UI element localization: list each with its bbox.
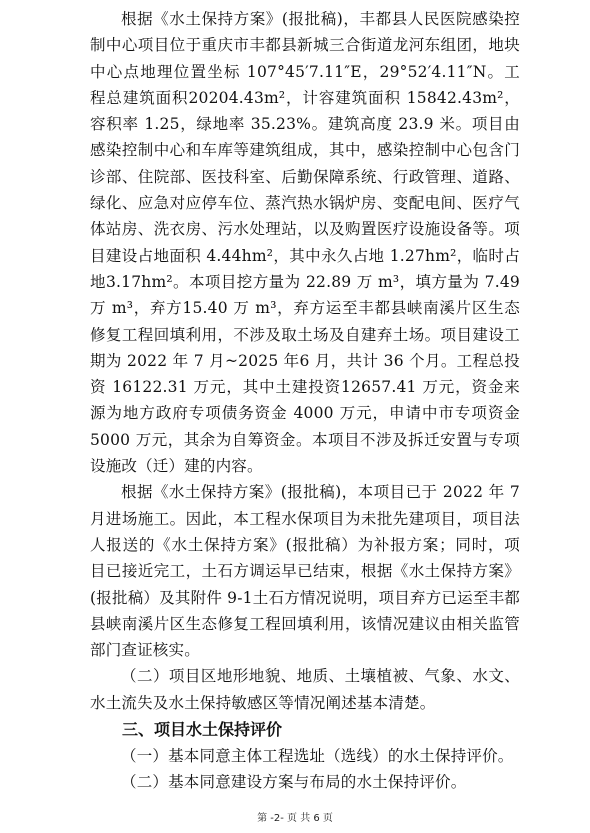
site-conditions-paragraph: （二）项目区地形地貌、地质、土壤植被、气象、水文、水土流失及水土保持敏感区等情况阐述基本清楚。	[90, 667, 520, 712]
section-heading: 三、项目水土保持评价	[122, 720, 283, 740]
page-footer: 第 -2- 页 共 6 页	[257, 813, 333, 824]
evaluation-item: （二）基本同意建设方案与布局的水土保持评价。	[121, 773, 467, 792]
project-overview-paragraph: 根据《水土保持方案》(报批稿)，丰都县人民医院感染控制中心项目位于重庆市丰都县新城三合街道龙河东组团，地块中心点地理位置坐标 107°45′7.11″E，29°52′4.11″N。工程总建筑面积20204.43m²，计容建筑面积 15842.43m²，容积率 1.25，绿地率 35.23%。建筑高度 23.9 米。项目由感染控制中心和车库等建筑组成，其中，感染控制中心包含门诊部、住院部、医技科室、后勤保障系统、行政管理、道路、绿化、应急对应停车位、蒸汽热水锅炉房、变配电间、医疗气体站房、洗衣房、污水处理站，以及购置医疗设施设备等。项目建设占地面积 4.44hm²，其中永久占地 1.27hm²，临时占地3.17hm²。本项目挖方量为 22.89 万 m³，填方量为 7.49 万 m³，弃方15.40 万 m³，弃方运至丰都县峡南溪片区生态修复工程回填利用，不涉及取土场及自建弃土场。项目建设工期为 2022 年 7 月~2025 年6 月，共计 36 个月。工程总投资 16122.31 万元，其中土建投资12657.41 万元，资金来源为地方政府专项债务资金 4000 万元，申请中市专项资金 5000 万元，其余为自筹资金。本项目不涉及拆迁安置与专项设施改（迁）建的内容。	[90, 10, 520, 476]
evaluation-item: （一）基本同意主体工程选址（选线）的水土保持评价。	[121, 747, 514, 766]
construction-status-paragraph: 根据《水土保持方案》(报批稿)，本项目已于 2022 年 7 月进场施工。因此，本工程水保项目为未批先建项目，项目法人报送的《水土保持方案》(报批稿）为补报方案；同时，项目已接近完工，土石方调运早已结束，根据《水土保持方案》(报批稿）及其附件 9-1土石方情况说明，项目弃方已运至丰都县峡南溪片区生态修复工程回填利用，该情况建议由相关监管部门查证核实。	[90, 483, 520, 660]
